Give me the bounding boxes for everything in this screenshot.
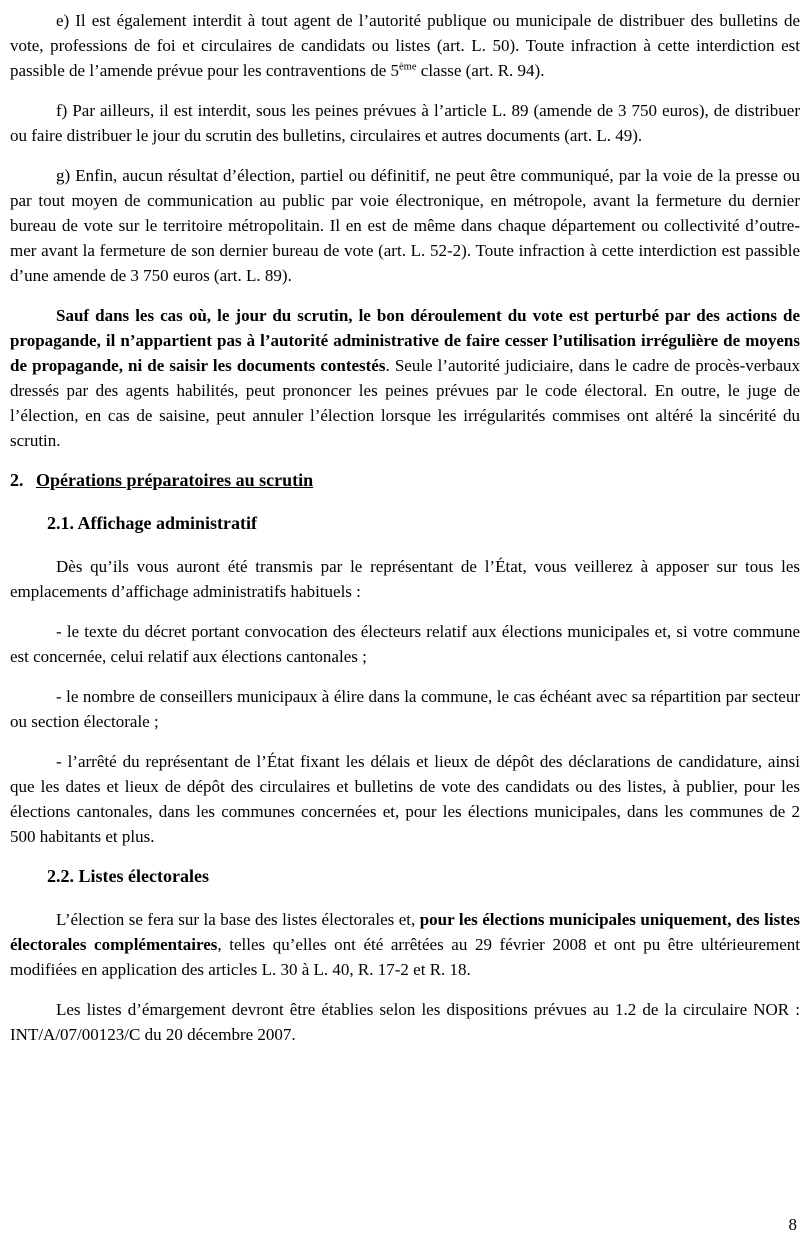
paragraph-propagande-bold: Sauf dans les cas où, le jour du scrutin, le bon déroulement du vote est perturbé par des actions de propagande, il n’appartient pas à l’autorité administrative de faire cesser l’utilisation irrégulière de moyens de propagande, ni de saisir les documents contestés [10,306,800,375]
bullet-item-decret: - le texte du décret portant convocation des électeurs relatif aux élections municipales et, si votre commune est concernée, celui relatif aux élections cantonales ; [10,622,800,666]
paragraph-listes-text-start: L’élection se fera sur la base des listes électorales et, [56,910,420,929]
paragraph-listes-text-end: , telles qu’elles ont été arrêtées au 29 février 2008 et ont pu être ultérieurement modifiées en application des articles L. 30 à L. 40, R. 17-2 et R. 18. [10,935,800,979]
paragraph-listes-electorales [10,907,800,982]
paragraph-f: f) Par ailleurs, il est interdit, sous les peines prévues à l’article L. 89 (amende de 3 750 euros), de distribuer ou faire distribuer le jour du scrutin des bulletins, circulaires et autres documents (art. L. 49). [10,101,800,145]
paragraph-e-text-end: classe (art. R. 94). [416,61,545,80]
page-number: 8 [788,1215,797,1234]
section-2-number: 2. [10,470,24,490]
section-2-heading [10,468,800,493]
paragraph-emargement: Les listes d’émargement devront être établies selon les dispositions prévues au 1.2 de la circulaire NOR : INT/A/07/00123/C du 20 décembre 2007. [10,1000,800,1044]
bullet-item-conseillers: - le nombre de conseillers municipaux à élire dans la commune, le cas échéant avec sa répartition par secteur ou section électorale ; [10,687,800,731]
paragraph-affichage-intro: Dès qu’ils vous auront été transmis par le représentant de l’État, vous veillerez à apposer sur tous les emplacements d’affichage administratifs habituels : [10,557,800,601]
paragraph-listes-bold: pour les élections municipales uniquement, des listes électorales complémentaires [10,910,801,954]
paragraph-e [10,8,800,83]
paragraph-propagande-rest: . Seule l’autorité judiciaire, dans le cadre de procès-verbaux dressés par des agents habilités, peut prononcer les peines prévues par le code électoral. En outre, le juge de l’élection, en cas de saisine, peut annuler l’élection lorsque les irrégularités commises ont altéré la sincérité du scrutin. [10,356,800,450]
paragraph-e-text-start: e) Il est également interdit à tout agent de l’autorité publique ou municipale de distribuer des bulletins de vote, professions de foi et circulaires de candidats ou listes (art. L. 50). Toute infraction à cette interdiction est passible de l’amende prévue pour les contraventions de 5 [10,11,800,80]
ordinal-superscript: ème [398,61,417,73]
bullet-item-arrete: - l’arrêté du représentant de l’État fixant les délais et lieux de dépôt des déclarations de candidature, ainsi que les dates et lieux de dépôt des circulaires et bulletins de vote des candidats ou des listes, à publier, pour les élections cantonales, dans les communes concernées et, pour les élections municipales, dans les communes de 2 500 habitants et plus. [10,752,800,846]
section-2-1-heading: 2.1. Affichage administratif [47,513,257,533]
paragraph-propagande [10,303,800,453]
section-2-title: Opérations préparatoires au scrutin [36,470,314,490]
section-2-2-heading: 2.2. Listes électorales [47,866,209,886]
paragraph-g: g) Enfin, aucun résultat d’élection, partiel ou définitif, ne peut être communiqué, par la voie de la presse ou par tout moyen de communication au public par voie électronique, en métropole, avant la fermeture du dernier bureau de vote sur le territoire métropolitain. Il en est de même dans chaque département ou collectivité d’outre-mer avant la fermeture de son dernier bureau de vote (art. L. 52-2). Toute infraction à cette interdiction est passible d’une amende de 3 750 euros (art. L. 89). [10,166,800,285]
